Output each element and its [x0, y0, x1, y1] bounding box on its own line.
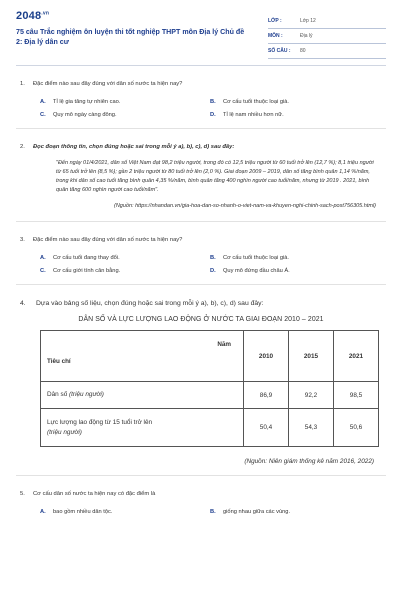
question-text: Dựa vào bảng số liệu, chọn đúng hoặc sai trong mỗi ý a), b), c), d) sau đây:: [36, 300, 264, 307]
option-c[interactable]: C. Quy mô ngày càng đông.: [40, 112, 117, 118]
document-header: [16, 10, 386, 59]
table-cell: 54,3: [289, 409, 334, 447]
table-cell: 50,6: [333, 409, 378, 447]
question-number: 2.: [20, 144, 25, 150]
info-passage: "Đến ngày 01/4/2021, dân số Việt Nam đạt 98,2 triệu người, trong đó có 12,5 triệu người từ 60 tuổi trở lên (12,7 %); 8,1 triệu người từ 65 tuổi trở lên (8,5 %); gần 2 triệu người từ 80 tuổi trở lên (2,0 %). Giai đoạn 2009 – 2019, dân số tăng bình quân 1,14 %/năm, trong khi dân số cao tuổi tăng bình quân 4,35 %/năm, bình quân tăng 400 nghìn người cao tuổi/năm, nhưng từ 2019 . 2021, bình quân tăng 600 nghìn người cao tuổi/năm".: [56, 160, 374, 193]
meta-row-count: SỐ CÂU : 80: [268, 44, 386, 59]
question-text: Đặc điểm nào sau đây đúng với dân số nước ta hiện nay?: [33, 237, 183, 243]
question-number: 1.: [20, 81, 25, 87]
question-text: Đọc đoạn thông tin, chọn đúng hoặc sai trong mỗi ý a), b), c), d) sau đây:: [33, 144, 235, 150]
option-a[interactable]: A. Tỉ lệ gia tăng tự nhiên cao.: [40, 99, 121, 105]
year-header: 2010: [244, 331, 289, 382]
question-4: [16, 299, 386, 476]
question-2: [16, 143, 386, 222]
table-row: [41, 409, 379, 447]
option-b[interactable]: B. Cơ cấu tuổi thuộc loại già.: [210, 255, 290, 261]
meta-row-class: LỚP : Lớp 12: [268, 14, 386, 29]
header-criteria-label: Tiêu chí: [47, 358, 71, 365]
question-divider: [16, 128, 386, 129]
header-year-label: Năm: [217, 341, 232, 348]
table-row: [41, 382, 379, 409]
option-c[interactable]: C. Cơ cấu giới tính cân bằng.: [40, 268, 121, 274]
options-grid: [16, 99, 386, 118]
year-header: 2015: [289, 331, 334, 382]
table-source: (Nguồn: Niên giám thống kê năm 2016, 2022): [244, 458, 374, 465]
question-1: [16, 80, 386, 129]
option-b[interactable]: B. giống nhau giữa các vùng.: [210, 509, 291, 515]
question-5: [16, 490, 386, 515]
passage-source: (Nguồn: https://nhandan.vn/gia-hoa-dan-so-nhanh-o-viet-nam-va-khuyen-nghi-chinh-sach-post756305.html): [113, 203, 376, 209]
question-3: [16, 236, 386, 285]
question-number: 4.: [20, 300, 26, 307]
options-grid: [16, 509, 386, 515]
question-text: Đặc điểm nào sau đây đúng với dân số nước ta hiện nay?: [33, 81, 183, 87]
question-divider: [16, 475, 386, 476]
option-a[interactable]: A. Cơ cấu tuổi đang thay đổi.: [40, 255, 120, 261]
meta-row-subject: MÔN : Địa lý: [268, 29, 386, 44]
question-text: Cơ cấu dân số nước ta hiện nay có đặc điểm là: [33, 491, 156, 497]
row-label: Lực lượng lao động từ 15 tuổi trở lên (triệu người): [41, 409, 244, 447]
question-number: 3.: [20, 237, 25, 243]
meta-panel: [268, 14, 386, 59]
question-divider: [16, 221, 386, 222]
option-a[interactable]: A. bao gồm nhiều dân tộc.: [40, 509, 113, 515]
table-cell: 86,9: [244, 382, 289, 409]
year-header: 2021: [333, 331, 378, 382]
table-title: DÂN SỐ VÀ LỰC LƯỢNG LAO ĐỘNG Ở NƯỚC TA GIAI ĐOẠN 2010 – 2021: [78, 316, 324, 323]
table-header-row: [41, 331, 379, 382]
option-d[interactable]: D. Tỉ lệ nam nhiều hơn nữ.: [210, 112, 284, 118]
table-cell: 92,2: [289, 382, 334, 409]
question-divider: [16, 284, 386, 285]
question-number: 5.: [20, 491, 25, 497]
table-cell: 50,4: [244, 409, 289, 447]
row-label: Dân số (triệu người): [41, 382, 244, 409]
options-grid: [16, 255, 386, 274]
header-divider: [16, 65, 386, 66]
site-logo[interactable]: $2048^{.vn}$: [16, 10, 50, 22]
table-cell: 98,5: [333, 382, 378, 409]
document-title: 75 câu Trắc nghiệm ôn luyện thi tốt nghiệp THPT môn Địa lý Chủ đề 2: Địa lý dân cư: [16, 28, 245, 46]
option-b[interactable]: B. Cơ cấu tuổi thuộc loại già.: [210, 99, 290, 105]
table-corner-cell: [41, 331, 244, 382]
option-d[interactable]: D. Quy mô đứng đầu châu Á.: [210, 268, 290, 274]
population-table: [40, 330, 379, 447]
